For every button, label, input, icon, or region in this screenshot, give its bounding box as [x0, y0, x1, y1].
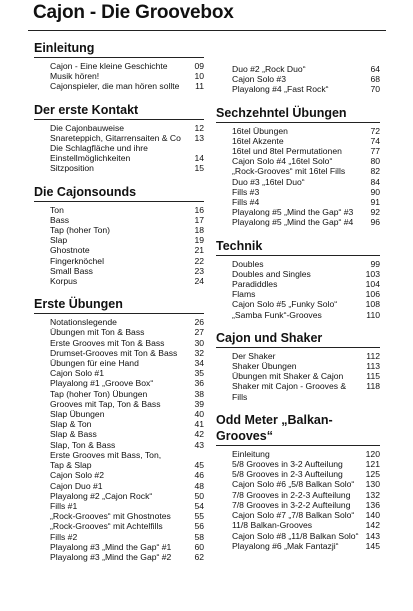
toc-entry-page: 143 [365, 530, 380, 541]
toc-section-technik [216, 238, 380, 320]
toc-entry[interactable] [34, 368, 204, 378]
toc-entry-title: Einleitung [232, 448, 270, 459]
toc-entry-title: Erste Grooves mit Ton & Bass [50, 337, 165, 348]
toc-left-column [34, 40, 204, 572]
toc-entry-title: Bass [50, 214, 70, 225]
toc-entry[interactable] [216, 310, 380, 320]
toc-section-einleitung [34, 40, 204, 92]
toc-entry-page: 64 [370, 64, 380, 74]
toc-entry[interactable] [34, 123, 204, 133]
toc-entry-page: 58 [194, 531, 204, 542]
toc-entry[interactable] [34, 143, 204, 153]
toc-entry-title: „Rock-Grooves“ mit Ghostnotes [50, 511, 171, 522]
toc-entry[interactable] [216, 64, 380, 74]
toc-entry[interactable] [216, 187, 380, 197]
toc-entry-title: Fingerknöchel [50, 255, 104, 266]
toc-entry-title: Die Cajonbauweise [50, 122, 125, 133]
toc-entry-title: Playalong #5 „Mind the Gap“ #4 [232, 217, 354, 228]
toc-entry[interactable] [216, 541, 380, 551]
toc-entry-page: 36 [194, 378, 204, 389]
toc-entry-page: 120 [365, 448, 380, 459]
toc-entry[interactable] [34, 389, 204, 399]
toc-entry-page: 99 [370, 258, 380, 269]
toc-entry-page: 34 [194, 358, 204, 369]
toc-entry[interactable] [216, 299, 380, 309]
toc-entry[interactable] [34, 542, 204, 552]
toc-entry-title: 7/8 Grooves in 3-2-2 Aufteilung [232, 499, 351, 510]
toc-entry[interactable] [34, 552, 204, 562]
toc-entry[interactable] [216, 500, 380, 510]
toc-entry-title: Cajon Solo #8 „11/8 Balkan Solo“ [232, 530, 359, 541]
toc-entry-page: 104 [365, 279, 380, 290]
toc-entry-title: Der Shaker [232, 350, 276, 361]
toc-entry-title: Cajon Duo #1 [50, 480, 103, 491]
toc-entry-title: 11/8 Balkan-Grooves [232, 520, 313, 531]
toc-entry-page: 39 [194, 398, 204, 409]
toc-entry[interactable] [216, 269, 380, 279]
toc-entry[interactable] [34, 358, 204, 368]
toc-entry-title: Erste Grooves mit Bass, Ton, [50, 449, 162, 460]
toc-entry[interactable] [216, 217, 380, 227]
toc-entry[interactable] [216, 74, 380, 84]
toc-entry[interactable] [34, 419, 204, 429]
toc-entry-page: 56 [194, 521, 204, 532]
toc-entry-title: Die Schlagfläche und ihre [50, 143, 148, 154]
toc-entry-page: 23 [194, 265, 204, 276]
toc-entry-page: 96 [370, 217, 380, 228]
toc-section-die-cajonsounds [34, 184, 204, 287]
toc-entry-title: Tap & Slap [50, 460, 92, 471]
toc-entry-page: 142 [365, 520, 380, 531]
toc-entry-page: 115 [366, 371, 380, 382]
toc-entry[interactable] [34, 450, 204, 460]
toc-entry-page: 82 [370, 166, 380, 177]
toc-entry-page: 84 [370, 176, 380, 187]
toc-section-odd-meter-balkan-grooves [216, 412, 380, 551]
toc-entry[interactable] [34, 409, 204, 419]
toc-entry[interactable] [34, 245, 204, 255]
toc-entry-title: Doubles and Singles [232, 268, 311, 279]
section-rule [216, 445, 380, 446]
toc-entry[interactable] [34, 460, 204, 470]
toc-entry-title: Cajon Solo #4 „16tel Solo“ [232, 156, 333, 167]
toc-entry-page: 11 [195, 81, 204, 92]
toc-entry-title: Slap & Ton [50, 419, 92, 430]
toc-entry[interactable] [216, 126, 380, 136]
toc-entry-page: 132 [365, 489, 380, 500]
toc-entry[interactable] [34, 163, 204, 173]
toc-entry[interactable] [216, 520, 380, 530]
toc-entry-title: Slap Übungen [50, 409, 105, 420]
toc-entry[interactable] [34, 61, 204, 71]
toc-entry[interactable] [34, 521, 204, 531]
toc-entry-page: 42 [194, 429, 204, 440]
toc-entry-page: 74 [370, 135, 380, 146]
toc-entry-title: Fills #1 [50, 500, 78, 511]
toc-entry-title: „Rock-Grooves“ mit Achtelfills [50, 521, 163, 532]
toc-entry-title: Cajon Solo #5 „Funky Solo“ [232, 299, 338, 310]
toc-entry[interactable] [34, 470, 204, 480]
section-heading: Sechzehntel Übungen [216, 105, 347, 120]
toc-entry-page: 112 [366, 350, 380, 361]
toc-entry-title: Snareteppich, Gitarrensaiten & Co [50, 132, 181, 143]
toc-entry[interactable] [34, 215, 204, 225]
toc-entry[interactable] [216, 490, 380, 500]
toc-entry[interactable] [216, 449, 380, 459]
page-title: Cajon - Die Groovebox [33, 2, 234, 23]
toc-entry-page: 13 [194, 132, 204, 143]
toc-entry-page: 108 [365, 299, 380, 310]
toc-entry[interactable] [34, 317, 204, 327]
toc-entry-page: 140 [365, 510, 380, 521]
toc-entry[interactable] [34, 429, 204, 439]
toc-entry-title: 5/8 Grooves in 2-3 Aufteilung [232, 469, 343, 480]
toc-entry-page: 72 [370, 125, 380, 136]
toc-entry[interactable] [34, 225, 204, 235]
toc-right-column [216, 64, 380, 561]
toc-entry-page: 41 [194, 419, 204, 430]
toc-entry-title: Playalong #6 „Mak Fantazji“ [232, 540, 339, 551]
toc-entry[interactable] [216, 197, 380, 207]
toc-entry-page: 46 [194, 470, 204, 481]
toc-entry-page: 43 [194, 439, 204, 450]
toc-entry-page: 10 [194, 71, 204, 82]
toc-entry-title: Einstellmöglichkeiten [50, 153, 131, 164]
toc-entry-title: Cajon Solo #7 „7/8 Balkan Solo“ [232, 510, 355, 521]
toc-entry-page: 136 [365, 499, 380, 510]
toc-entry-title: Playalong #3 „Mind the Gap“ #2 [50, 551, 172, 562]
toc-entry-page: 54 [194, 500, 204, 511]
toc-entry-page: 09 [194, 61, 204, 71]
toc-entry-page: 125 [365, 469, 380, 480]
toc-entry[interactable] [34, 71, 204, 81]
toc-entry[interactable] [216, 479, 380, 489]
section-rule [34, 57, 204, 58]
toc-entry-title: Flams [232, 289, 256, 300]
toc-entry-page: 48 [194, 480, 204, 491]
toc-entry-title: Duo #3 „16tel Duo“ [232, 176, 305, 187]
toc-entry[interactable] [216, 510, 380, 520]
toc-entry-page: 18 [194, 225, 204, 236]
toc-entry[interactable] [34, 205, 204, 215]
toc-entry-title: Musik hören! [50, 71, 100, 82]
toc-entry[interactable] [216, 146, 380, 156]
toc-entry[interactable] [216, 177, 380, 187]
toc-entry-title: 16tel Übungen [232, 125, 288, 136]
toc-section-sechzehntel-ubungen [216, 105, 380, 228]
toc-entry-title: Tap (hoher Ton) [50, 225, 111, 236]
toc-entry[interactable] [34, 256, 204, 266]
toc-entry-title: 16tel und 8tel Permutationen [232, 146, 342, 157]
toc-entry[interactable] [216, 166, 380, 176]
toc-entry[interactable] [216, 381, 380, 401]
toc-entry-title: Fills #2 [50, 531, 78, 542]
toc-entry-title: Playalong #3 „Mind the Gap“ #1 [50, 541, 172, 552]
toc-entry[interactable] [216, 351, 380, 361]
toc-entry[interactable] [216, 279, 380, 289]
toc-entry-title: Ghostnote [50, 245, 90, 256]
toc-entry-page: 91 [370, 197, 380, 208]
toc-entry[interactable] [34, 276, 204, 286]
toc-entry-title: Grooves mit Tap, Ton & Bass [50, 398, 161, 409]
toc-entry-page: 77 [370, 146, 380, 157]
toc-entry-page: 14 [194, 153, 204, 164]
toc-entry-title: Notationslegende [50, 317, 117, 328]
toc-entry[interactable] [34, 378, 204, 388]
toc-entry[interactable] [34, 235, 204, 245]
toc-entry-title: „Samba Funk“-Grooves [232, 309, 322, 320]
toc-entry-page: 121 [365, 459, 380, 470]
section-heading: Odd Meter „Balkan-Grooves“ [216, 412, 333, 443]
toc-entry-page: 22 [194, 255, 204, 266]
toc-entry-title: Cajon Solo #6 „5/8 Balkan Solo“ [232, 479, 355, 490]
toc-entry-page: 21 [194, 245, 204, 256]
toc-entry[interactable] [216, 207, 380, 217]
toc-entry-title: Slap, Ton & Bass [50, 439, 116, 450]
toc-entry-title: Doubles [232, 258, 264, 269]
toc-entry[interactable] [216, 289, 380, 299]
toc-entry-title: Cajonspieler, die man hören sollte [50, 81, 180, 92]
toc-entry-title: Shaker Übungen [232, 361, 297, 372]
toc-entry[interactable] [216, 531, 380, 541]
toc-entry-page: 92 [370, 207, 380, 218]
toc-entry[interactable] [34, 327, 204, 337]
section-rule [34, 313, 204, 314]
toc-entry-page: 55 [194, 511, 204, 522]
section-rule [216, 255, 380, 256]
toc-entry[interactable] [216, 259, 380, 269]
toc-entry-title: Playalong #5 „Mind the Gap“ #3 [232, 207, 354, 218]
toc-entry[interactable] [34, 532, 204, 542]
toc-entry-page: 103 [365, 268, 380, 279]
toc-entry-title: Drumset-Grooves mit Ton & Bass [50, 347, 178, 358]
toc-entry-page: 17 [194, 214, 204, 225]
toc-entry[interactable] [34, 501, 204, 511]
toc-entry-page: 113 [366, 361, 380, 372]
toc-entry-title: Fills #4 [232, 197, 260, 208]
toc-entry-page: 35 [194, 368, 204, 379]
toc-entry-page: 19 [194, 235, 204, 246]
toc-entry-page: 38 [194, 388, 204, 399]
toc-entry[interactable] [34, 491, 204, 501]
toc-entry[interactable] [216, 469, 380, 479]
section-heading: Die Cajonsounds [34, 184, 137, 199]
toc-entry[interactable] [34, 153, 204, 163]
toc-entry-title: Playalong #4 „Fast Rock“ [232, 84, 329, 95]
toc-entry[interactable] [34, 81, 204, 91]
toc-section-erste-ubungen [34, 296, 204, 562]
toc-entry-page: 145 [365, 540, 380, 551]
toc-entry-page: 12 [194, 122, 204, 133]
toc-entry-title: Small Bass [50, 265, 93, 276]
toc-entry[interactable] [216, 84, 380, 94]
toc-entry-title: Fills #3 [232, 186, 260, 197]
toc-entry-page: 16 [194, 204, 204, 215]
toc-entry-title: 16tel Akzente [232, 135, 284, 146]
toc-entry-title: „Rock-Grooves“ mit 16tel Fills [232, 166, 346, 177]
toc-entry-title: 7/8 Grooves in 2-2-3 Aufteilung [232, 489, 351, 500]
toc-entry[interactable] [216, 459, 380, 469]
toc-entry-page: 27 [194, 327, 204, 338]
toc-section-continued [216, 64, 380, 95]
toc-entry[interactable] [34, 440, 204, 450]
toc-entry[interactable] [216, 156, 380, 166]
section-rule [216, 122, 380, 123]
toc-entry-title: Cajon Solo #3 [232, 74, 286, 85]
toc-entry-page: 118 [366, 381, 380, 392]
toc-entry[interactable] [34, 399, 204, 409]
toc-entry-title: Shaker mit Cajon - Grooves & Fills [232, 381, 347, 402]
toc-entry-page: 80 [370, 156, 380, 167]
section-heading: Der erste Kontakt [34, 102, 139, 117]
section-rule [34, 119, 204, 120]
toc-entry-page: 130 [365, 479, 380, 490]
toc-entry-page: 60 [194, 541, 204, 552]
section-rule [34, 201, 204, 202]
toc-entry-title: Paradiddles [232, 279, 278, 290]
toc-entry-title: Slap & Bass [50, 429, 97, 440]
toc-entry-title: Tap (hoher Ton) Übungen [50, 388, 148, 399]
section-heading: Cajon und Shaker [216, 330, 323, 345]
toc-entry-page: 110 [366, 309, 380, 320]
toc-entry-title: Übungen mit Ton & Bass [50, 327, 145, 338]
toc-entry-title: Sitzposition [50, 163, 94, 174]
toc-entry[interactable] [34, 511, 204, 521]
toc-entry-page: 50 [194, 490, 204, 501]
toc-entry-page: 40 [194, 409, 204, 420]
section-heading: Erste Übungen [34, 297, 123, 312]
toc-entry-page: 62 [194, 551, 204, 562]
toc-entry-page: 32 [194, 347, 204, 358]
toc-section-der-erste-kontakt [34, 102, 204, 174]
toc-entry-title: Playalong #1 „Groove Box“ [50, 378, 154, 389]
toc-entry-title: Cajon Solo #2 [50, 470, 104, 481]
toc-entry-title: Übungen mit Shaker & Cajon [232, 371, 344, 382]
toc-entry-page: 90 [370, 186, 380, 197]
toc-entry-page: 24 [194, 276, 204, 287]
toc-entry-title: Ton [50, 204, 64, 215]
toc-entry[interactable] [216, 136, 380, 146]
toc-entry-page: 15 [194, 163, 204, 174]
toc-entry-title: Slap [50, 235, 68, 246]
toc-entry-title: Duo #2 „Rock Duo“ [232, 64, 306, 74]
toc-entry-title: Korpus [50, 276, 78, 287]
toc-entry[interactable] [34, 266, 204, 276]
toc-entry-page: 30 [194, 337, 204, 348]
section-heading: Einleitung [34, 41, 95, 55]
toc-entry[interactable] [216, 371, 380, 381]
toc-entry-title: Übungen für eine Hand [50, 358, 139, 369]
title-rule [28, 30, 386, 31]
toc-entry-page: 106 [365, 289, 380, 300]
toc-entry-title: Cajon - Eine kleine Geschichte [50, 61, 168, 71]
toc-entry[interactable] [34, 338, 204, 348]
toc-entry[interactable] [216, 361, 380, 371]
toc-section-cajon-und-shaker [216, 330, 380, 402]
toc-entry[interactable] [34, 481, 204, 491]
toc-entry-title: Cajon Solo #1 [50, 368, 104, 379]
section-heading: Technik [216, 238, 263, 253]
section-rule [216, 347, 380, 348]
toc-entry-page: 70 [370, 84, 380, 95]
toc-entry-page: 26 [194, 317, 204, 328]
toc-entry[interactable] [34, 133, 204, 143]
toc-entry-title: Playalong #2 „Cajon Rock“ [50, 490, 153, 501]
toc-entry-title: 5/8 Grooves in 3-2 Aufteilung [232, 459, 343, 470]
toc-entry-page: 68 [370, 74, 380, 85]
toc-entry-page: 45 [194, 460, 204, 471]
toc-entry[interactable] [34, 348, 204, 358]
